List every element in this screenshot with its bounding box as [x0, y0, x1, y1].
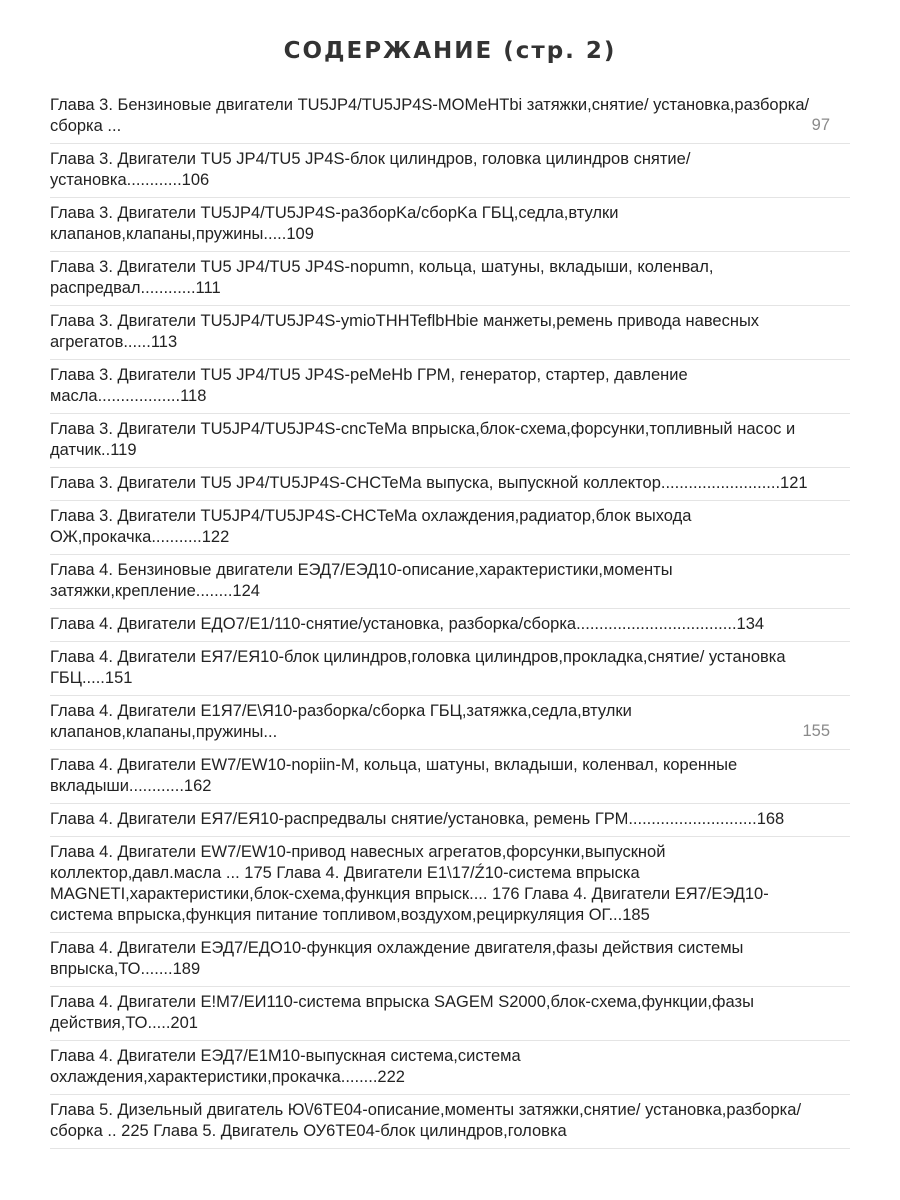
toc-entry-text: Глава 3. Двигатели TU5JP4/TU5JP4S-cncTeMa впрыска,блок-схема,форсунки,топливный насос и датчик..119: [50, 420, 796, 459]
toc-entry-text: Глава 4. Двигатели ЕЭД7/Е1М10-выпускная система,система охлаждения,характеристики,прокачка........222: [50, 1047, 521, 1086]
toc-entry[interactable]: [50, 837, 850, 933]
toc-entry[interactable]: [50, 609, 850, 642]
toc-entry-text: Глава 3. Двигатели TU5 JP4/TU5JP4S-CHCTeMa выпуска, выпускной коллектор..........................121: [50, 474, 808, 492]
toc-entry-text: Глава 4. Бензиновые двигатели ЕЭД7/ЕЭД10-описание,характеристики,моменты затяжки,крепление........124: [50, 561, 673, 600]
toc-entry-text: Глава 4. Двигатели Е1Я7/Е\Я10-разборка/сборка ГБЦ,затяжка,седла,втулки клапанов,клапаны,пружины...: [50, 702, 632, 741]
toc-entry-text: Глава 4. Двигатели ЕЭД7/ЕДО10-функция охлаждение двигателя,фазы действия системы впрыска,ТО.......189: [50, 939, 744, 978]
toc-entry-text: Глава 4. Двигатели EW7/EW10-привод навесных агрегатов,форсунки,выпускной коллектор,давл.масла ... 175 Глава 4. Двигатели Е1\17/Ź10-система впрыска MAGNETI,характеристики,блок-схема,функция впрыск.... 176 Глава 4. Двигатели ЕЯ7/ЕЭД10-система впрыска,функция питание топливом,воздухом,рециркуляция ОГ...185: [50, 843, 769, 924]
toc-entry-text: Глава 3. Двигатели TU5 JP4/TU5 JP4S-блок цилиндров, головка цилиндров снятие/ установка............106: [50, 150, 691, 189]
toc-entry[interactable]: [50, 1095, 850, 1149]
toc-entry-text: Глава 3. Двигатели TU5 JP4/TU5 JP4S-peMeHb ГРМ, генератор, стартер, давление масла..................118: [50, 366, 688, 405]
toc-entry[interactable]: [50, 468, 850, 501]
toc-entry[interactable]: [50, 804, 850, 837]
toc-entry-text: Глава 3. Двигатели TU5JP4/TU5JP4S-ymioTHHTeflbHbie манжеты,ремень привода навесных агрегатов......113: [50, 312, 760, 351]
toc-page-number: 97: [811, 116, 830, 134]
toc-entry[interactable]: [50, 987, 850, 1041]
toc-entry[interactable]: [50, 198, 850, 252]
toc-entry[interactable]: [50, 144, 850, 198]
toc-entry-text: Глава 3. Двигатели TU5 JP4/TU5 JP4S-nopumn, кольца, шатуны, вкладыши, коленвал, распредвал............111: [50, 258, 714, 297]
toc-entry-text: Глава 3. Двигатели TU5JP4/TU5JP4S-CHCTeMa охлаждения,радиатор,блок выхода ОЖ,прокачка...........122: [50, 507, 692, 546]
toc-entry-text: Глава 4. Двигатели ЕЯ7/ЕЯ10-блок цилиндров,головка цилиндров,прокладка,снятие/ установка ГБЦ.....151: [50, 648, 786, 687]
toc-entry-text: Глава 3. Бензиновые двигатели TU5JP4/TU5JP4S-MOMeHTbi затяжки,снятие/ установка,разборка/сборка ...: [50, 96, 810, 135]
toc-entry[interactable]: [50, 360, 850, 414]
toc-entry[interactable]: [50, 555, 850, 609]
toc-entry[interactable]: [50, 90, 850, 144]
toc-entry[interactable]: [50, 501, 850, 555]
toc-entry[interactable]: [50, 414, 850, 468]
toc-entry-text: Глава 4. Двигатели Е!М7/ЕИ110-система впрыска SAGEM S2000,блок-схема,функции,фазы действия,ТО.....201: [50, 993, 754, 1032]
toc-entry[interactable]: [50, 696, 850, 750]
toc-entry-text: Глава 3. Двигатели TU5JP4/TU5JP4S-pa3борKa/сборKa ГБЦ,седла,втулки клапанов,клапаны,пружины.....109: [50, 204, 619, 243]
toc-entry[interactable]: [50, 750, 850, 804]
table-of-contents: [50, 90, 850, 1149]
page-title: СОДЕРЖАНИЕ (стр. 2): [283, 38, 617, 64]
toc-entry-text: Глава 4. Двигатели ЕЯ7/ЕЯ10-распредвалы снятие/установка, ремень ГРМ............................168: [50, 810, 785, 828]
toc-page-number: 155: [802, 722, 830, 740]
toc-entry[interactable]: [50, 933, 850, 987]
toc-entry[interactable]: [50, 642, 850, 696]
toc-entry[interactable]: [50, 252, 850, 306]
toc-entry[interactable]: [50, 1041, 850, 1095]
toc-entry[interactable]: [50, 306, 850, 360]
toc-entry-text: Глава 4. Двигатели ЕДО7/Е1/110-снятие/установка, разборка/сборка...................................134: [50, 615, 765, 633]
toc-entry-text: Глава 4. Двигатели EW7/EW10-nopiin-M, кольца, шатуны, вкладыши, коленвал, коренные вкладыши............162: [50, 756, 738, 795]
toc-entry-text: Глава 5. Дизельный двигатель Ю\/6ТЕ04-описание,моменты затяжки,снятие/ установка,разборка/сборка .. 225 Глава 5. Двигатель ОУ6ТЕ04-блок цилиндров,головка: [50, 1101, 802, 1140]
